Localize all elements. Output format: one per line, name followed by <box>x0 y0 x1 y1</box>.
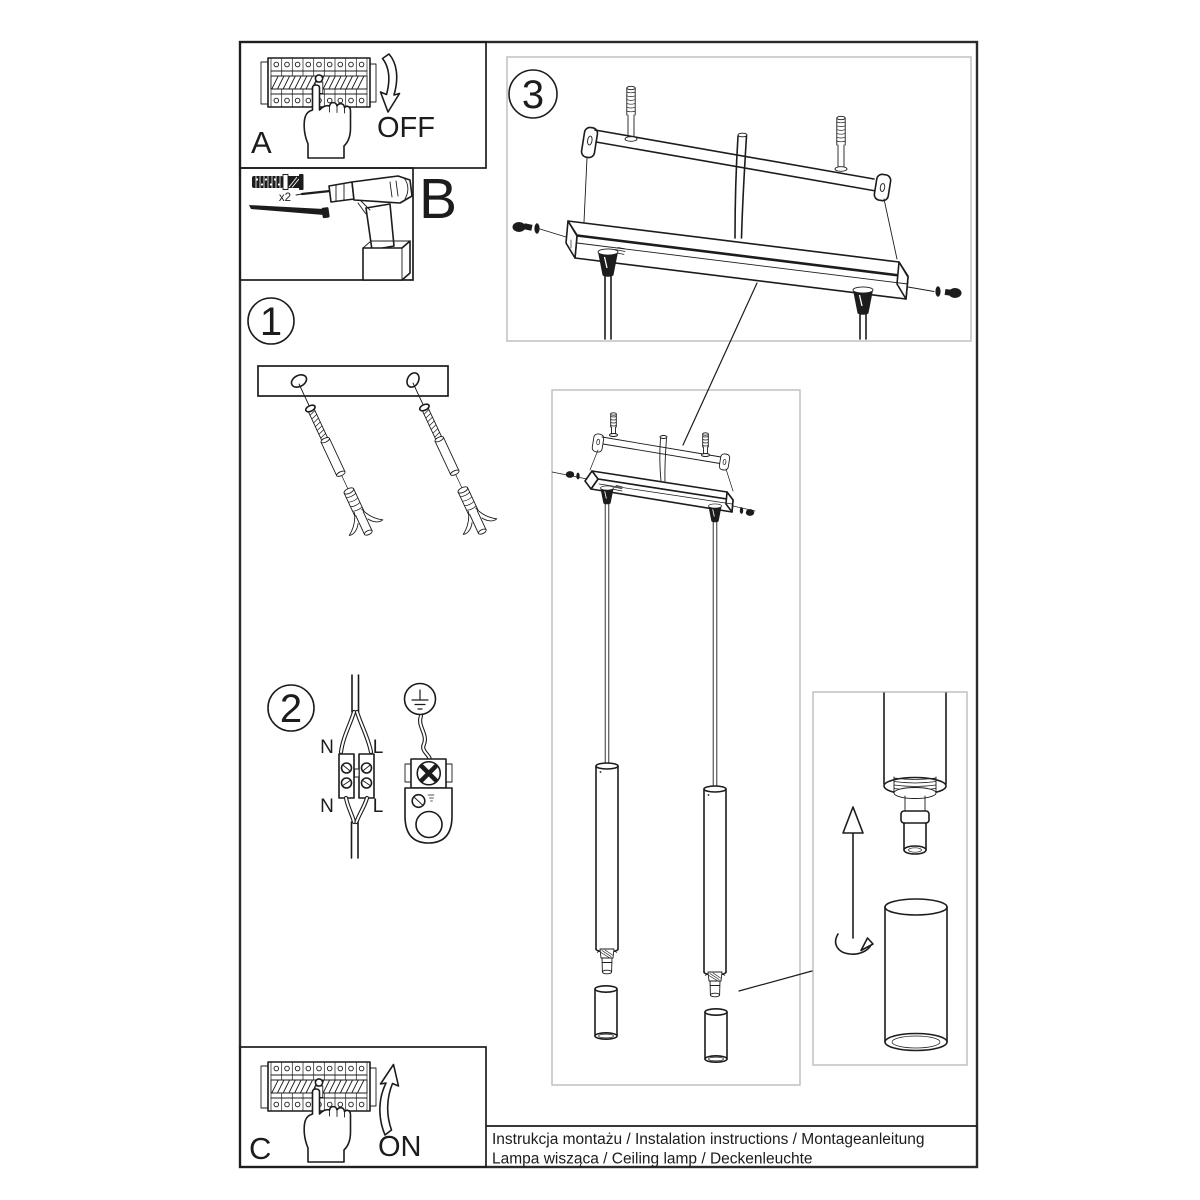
step-c-label: C <box>249 1131 272 1166</box>
lamp-shade-icon <box>885 899 947 1051</box>
step-1-label: 1 <box>259 300 283 344</box>
canopy-screw-left <box>513 222 567 237</box>
step-2-label: 2 <box>279 687 303 731</box>
pendant-tube-icon <box>596 763 618 952</box>
step-b-label: B <box>419 167 458 231</box>
earth-ground-symbol-icon <box>405 684 436 715</box>
terminal-l-top-label: L <box>372 737 384 758</box>
curved-arrow-down-icon <box>381 54 400 112</box>
strain-relief-cone-icon <box>598 249 618 277</box>
mounting-plate-icon <box>258 366 448 396</box>
terminal-l-bottom-label: L <box>372 796 384 817</box>
hanger-bolt-icon <box>625 86 637 141</box>
canopy-screw-right <box>908 286 962 298</box>
step-a-label: A <box>251 125 272 160</box>
wall-plug-icon <box>252 174 304 190</box>
suspension-cable-icon <box>605 503 717 787</box>
wall-anchor-assembly-icon <box>396 375 500 541</box>
suspension-cable-icon <box>735 133 747 238</box>
shade-detail-box <box>813 692 967 1065</box>
terminal-n-top-label: N <box>320 737 334 758</box>
terminal-block-icon <box>339 675 374 858</box>
drill-icon <box>296 176 412 280</box>
strain-relief-cone-icon <box>600 486 613 504</box>
rotate-arrow-icon <box>836 934 873 954</box>
off-label: OFF <box>377 112 435 144</box>
step-3-section <box>509 70 962 445</box>
strain-relief-cone-icon <box>708 504 721 522</box>
footer-line-2: Lampa wisząca / Ceiling lamp / Deckenleuchte <box>492 1150 813 1168</box>
lamp-shade-icon <box>705 1009 727 1062</box>
anchor-quantity-label: x2 <box>278 192 292 204</box>
on-label: ON <box>378 1131 422 1163</box>
curved-arrow-up-icon <box>380 1065 399 1136</box>
step-c-cell <box>249 1062 422 1166</box>
canopy-screw-left <box>552 471 587 479</box>
canopy-screw-right <box>733 506 755 516</box>
terminal-n-bottom-label: N <box>320 796 334 817</box>
lamp-shade-icon <box>595 986 617 1039</box>
lamp-overview <box>552 413 812 1062</box>
step-2-section <box>268 675 452 858</box>
plate-hole-left <box>289 372 308 389</box>
plate-hole-right <box>405 371 422 389</box>
hanger-bolt-icon <box>835 116 847 171</box>
footer-line-1: Instrukcja montażu / Instalation instructions / Montageanleitung <box>492 1131 925 1148</box>
bulb-socket-icon <box>705 972 725 997</box>
ground-connector-icon <box>405 716 452 843</box>
step-1-section <box>248 298 500 542</box>
callout-line-icon <box>683 283 757 445</box>
step-3-label: 3 <box>521 73 545 117</box>
step-a-cell <box>251 54 435 160</box>
pendant-tube-icon <box>884 693 946 784</box>
footer <box>492 1131 925 1168</box>
wall-anchor-assembly-icon <box>282 376 386 542</box>
shade-detail <box>836 693 947 1051</box>
pendant-tube-icon <box>704 786 726 975</box>
step-b-cell <box>249 167 457 280</box>
strain-relief-cone-icon <box>853 287 873 315</box>
suspension-cable-icon <box>660 436 667 482</box>
mounting-screw-icon <box>249 205 330 218</box>
lift-arrow-icon <box>843 807 863 938</box>
callout-line-icon <box>739 971 812 991</box>
bulb-socket-icon <box>597 949 617 974</box>
